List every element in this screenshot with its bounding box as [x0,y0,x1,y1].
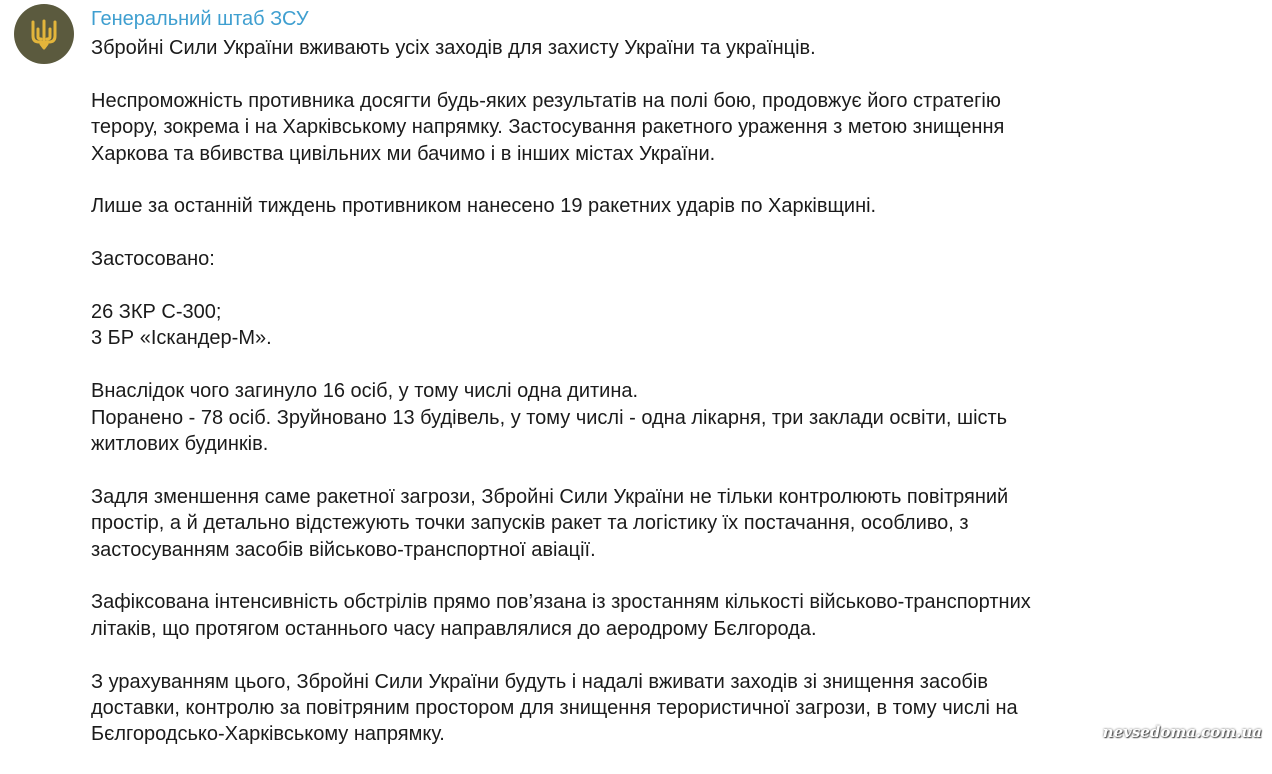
message-line: Неспроможність противника досягти будь-яких результатів на полі бою, продовжує його стратегію [91,89,1001,112]
message-paragraph [91,589,1251,642]
message-line: Бєлгородсько-Харківському напрямку. [91,723,445,746]
message-line: Харкова та вбивства цивільних ми бачимо і в інших містах України. [91,142,716,165]
message-line: Задля зменшення саме ракетної загрози, Збройні Сили України не тільки контролюють повітряний [91,485,1009,508]
message-line: Внаслідок чого загинуло 16 осіб, у тому числі одна дитина. [91,380,639,403]
message-paragraph [91,378,1251,457]
message-paragraph [91,669,1251,748]
message-line: 3 БР «Іскандер-М». [91,327,272,350]
message-line: житлових будинків. [91,433,269,456]
message-line: Поранено - 78 осіб. Зруйновано 13 будівель, у тому числі - одна лікарня, три заклади освіти, шість [91,406,1008,429]
message-paragraph [91,88,1251,167]
message-paragraph [91,35,1251,61]
message-line: простір, а й детально відстежують точки запусків ракет та логістику їх постачання, особливо, з [91,512,969,535]
watermark: nevsedoma.com.ua [1102,723,1262,741]
message-line: Збройні Сили України вживають усіх заходів для захисту України та українців. [91,37,816,59]
trident-icon [27,17,61,51]
message-line: 26 ЗКР С-300; [91,301,222,323]
channel-avatar[interactable] [14,4,74,64]
message-paragraph [91,484,1251,563]
message-paragraph [91,299,1251,352]
message-line: терору, зокрема і на Харківському напрямку. Застосування ракетного ураження з метою знищення [91,116,1005,139]
sender-name[interactable]: Генеральний штаб ЗСУ [91,8,309,30]
message-line: застосуванням засобів військово-транспортної авіації. [91,538,596,561]
message-paragraph [91,193,1251,219]
message-paragraph [91,246,1251,272]
message-text [91,35,1251,774]
message-line: літаків, що протягом останнього часу направлялися до аеродрому Бєлгорода. [91,617,817,640]
message-line: З урахуванням цього, Збройні Сили України будуть і надалі вживати заходів зі знищення засобів [91,670,988,693]
message-line: Лише за останній тиждень противником нанесено 19 ракетних ударів по Харківщині. [91,195,877,218]
message-line: Застосовано: [91,248,215,271]
message-line: доставки, контролю за повітряним простором для знищення терористичної загрози, в тому числі на [91,697,1018,720]
message-line: Зафіксована інтенсивність обстрілів прямо пов’язана із зростанням кількості військово-транспортних [91,591,1031,614]
